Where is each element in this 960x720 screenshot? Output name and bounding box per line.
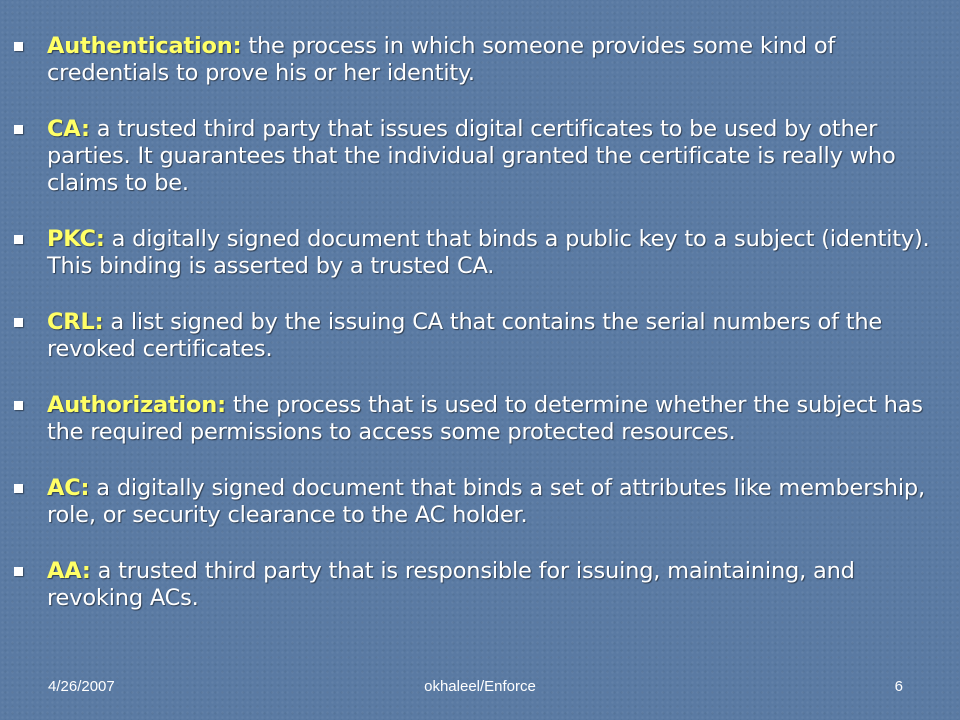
bullet-aa xyxy=(14,558,952,612)
bullet-text xyxy=(47,116,952,197)
definition-text: a trusted third party that issues digital certificates to be used by other parties. It guarantees that the individual granted the certificate is really who claims to be. xyxy=(47,116,896,196)
term-label: CA: xyxy=(47,116,90,142)
square-bullet-icon xyxy=(14,235,23,244)
square-bullet-icon xyxy=(14,484,23,493)
square-bullet-icon xyxy=(14,42,23,51)
definition-text: a digitally signed document that binds a public key to a subject (identity). This binding is asserted by a trusted CA. xyxy=(47,226,930,279)
bullet-text xyxy=(47,33,952,87)
bullet-text xyxy=(47,558,952,612)
square-bullet-icon xyxy=(14,318,23,327)
footer-date: 4/26/2007 xyxy=(48,678,115,695)
bullet-text xyxy=(47,475,952,529)
bullet-ac xyxy=(14,475,952,529)
term-label: PKC: xyxy=(47,226,105,252)
bullet-crl xyxy=(14,309,952,363)
bullet-pkc xyxy=(14,226,952,280)
slide-footer xyxy=(0,678,960,702)
term-label: AC: xyxy=(47,475,90,501)
bullet-ca xyxy=(14,116,952,197)
term-label: Authorization: xyxy=(47,392,226,418)
definition-text: the process that is used to determine whether the subject has the required permissions to access some protected resources. xyxy=(47,392,923,445)
term-label: Authentication: xyxy=(47,33,242,59)
square-bullet-icon xyxy=(14,125,23,134)
term-label: CRL: xyxy=(47,309,104,335)
slide-number: 6 xyxy=(894,678,903,695)
term-label: AA: xyxy=(47,558,91,584)
definition-text: the process in which someone provides some kind of credentials to prove his or her identity. xyxy=(47,33,836,86)
definition-text: a digitally signed document that binds a set of attributes like membership, role, or security clearance to the AC holder. xyxy=(47,475,925,528)
bullet-authorization xyxy=(14,392,952,446)
definition-text: a list signed by the issuing CA that contains the serial numbers of the revoked certificates. xyxy=(47,309,883,362)
footer-author: okhaleel/Enforce xyxy=(424,678,536,695)
bullet-text xyxy=(47,392,952,446)
definition-list xyxy=(14,33,952,641)
bullet-text xyxy=(47,226,952,280)
definition-text: a trusted third party that is responsible for issuing, maintaining, and revoking ACs. xyxy=(47,558,855,611)
bullet-authentication xyxy=(14,33,952,87)
bullet-text xyxy=(47,309,952,363)
square-bullet-icon xyxy=(14,401,23,410)
square-bullet-icon xyxy=(14,567,23,576)
